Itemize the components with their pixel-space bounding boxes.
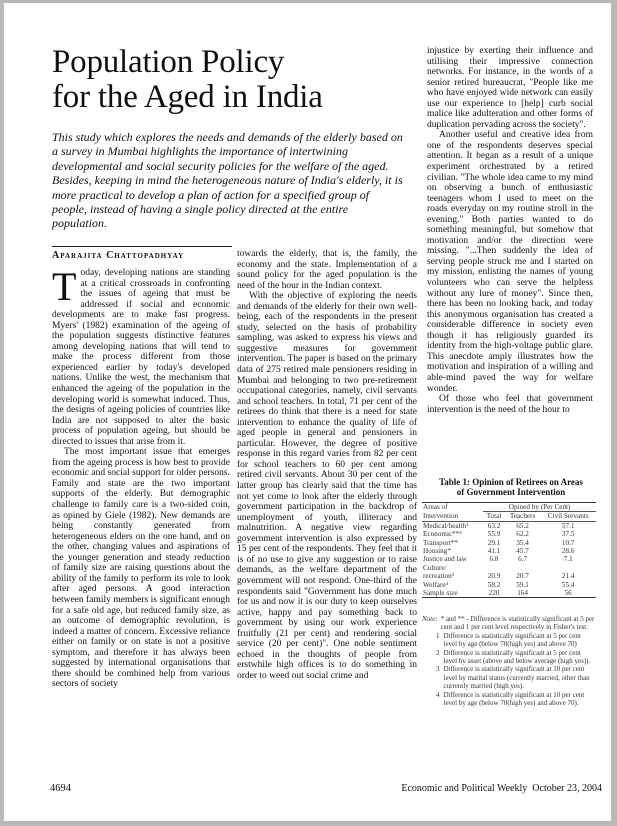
table-cell-civil: 56: [564, 589, 572, 598]
table-cell-teachers: 164: [517, 589, 528, 598]
note-number: 2: [436, 648, 440, 657]
table-cell-total: 41.1: [487, 547, 501, 556]
table-row: [422, 521, 596, 530]
column-1-paragraph-2: The most important issue that emerges from the ageing process is how best to provide economic and social support for older persons. Family and state are the two important supports of the elderly. But demographic challenge to family care is a two-sided coin, as opined by Giele (1982). New demands are being constantly generated from heterogeneous elders on the one hand, and on the other, changing values and aspirations of the younger generation and steady reduction of family size are raising questions about the ability of the family to perform its role to look after aged persons. A good interaction between family members is significant enough for a safe old age, but reduced family size, as an outcome of demographic revolution, is indeed a matter of concern. Excessive reliance either on family or on state is not a positive symptom, and therefore it has always been suggested by international organisations that there should be combined help from various sectors of society: [52, 447, 230, 690]
table-row: [422, 555, 596, 563]
column-1: [52, 264, 230, 690]
table-cell-civil: 37.5: [561, 530, 575, 539]
table-cell-area: recreation³: [423, 572, 454, 581]
journal-footer: [372, 783, 602, 794]
table-cell-total: 58.2: [487, 580, 501, 589]
table-cell-civil: 28.6: [561, 547, 575, 556]
note-item: [422, 691, 596, 708]
note-text: Difference is statistically significant at 10 per cent level by age (below 70(high yes) and above 70).: [443, 690, 585, 708]
note-label: Note:: [422, 615, 438, 623]
column-2-paragraph-2: With the objective of exploring the needs and demands of the elderly for their own well-being, each of the respondents in the present study, selected on the basis of probability sampling, was asked to express his views and suggestive measures for government intervention. The paper is based on the primary data of 275 retired male pensioners residing in Mumbai and belonging to two pre-retirement occupational categories, namely, civil servants and school teachers. In total, 71 per cent of the retirees do think that there is a need for state intervention to enhance the quality of life of aged people in general and pensioners in particular. However, the degree of positive response in this regard varies from 82 per cent for school teachers to 60 per cent among retired civil servants. About 30 per cent of the latter group has clearly said that the time has not yet come to look after the elderly through government participation in the backdrop of unemployment of youth, illiteracy and malnutrition. A negative view regarding government intervention is also expressed by 15 per cent of the respondents. They feel that it is of no use to give any suggestion or to raise demands, as the welfare department of the government will not respond. One-third of the respondents said "Government has done much for us and now it is our duty to keep ourselves active, happy and pay something back to government by using our work experience fruitfully (21 per cent) and rendering social service (20 per cent)". One noble sentiment echoed in the thoughts of people from erstwhile high offices is to do something in order to weed out social crime and: [237, 291, 417, 681]
table-notes: [422, 615, 596, 707]
note-number: 1: [436, 631, 440, 640]
column-2: [237, 249, 417, 681]
table-cell-total: 20.9: [487, 572, 501, 581]
table-header-area-2: Intervention: [423, 511, 459, 520]
table-cell-area: Welfare⁴: [423, 580, 449, 589]
note-number: 3: [436, 665, 440, 674]
table-cell-total: 220: [488, 589, 500, 598]
table-header-total: Total: [486, 512, 502, 521]
table-cell-teachers: 6.7: [518, 555, 528, 564]
table-cell-civil: 55.4: [561, 580, 575, 589]
table-cell-teachers: 59.1: [516, 580, 529, 589]
page-number: 4694: [50, 783, 71, 794]
issue-date: October 23, 2004: [532, 783, 602, 794]
table-body: [422, 521, 596, 598]
column-3-paragraph-2: Another useful and creative idea from one of the respondents deserves special attention. It began as a result of a unique experiment orchestrated by a retired civilian. "The whole idea came to my mind on observing a bunch of enthusiastic teenagers whom I used to meet on the roads everyday on my routine stroll in the evening." Both parties wanted to do something meaningful, but somehow that motivation and/or the direction were missing. "...Then suddenly the idea of serving people struck me and I started on my mission, enlisting the names of young volunteers who can serve the helpless without any lure of money". Since then, there has been no looking back, and today this anonymous organisation has created a considerable difference in society even though it has religiously guarded its identity from the high-voltage public glare. This anecdote amply illustrates how the motivation and inspiration of a willing and able-mind paved the way for welfare wonder.: [427, 130, 593, 394]
table-cell-civil: 10.7: [561, 538, 575, 547]
note-text: Difference is statistically significant at 5 per cent level by asset (above and below average (high yes)).: [443, 648, 591, 666]
column-3: [427, 46, 593, 415]
table-cell-total: 6.8: [489, 555, 499, 564]
column-1-paragraph-1: [52, 264, 230, 447]
note-text: Difference is statistically significant at 5 per cent level by age (below 70(high yes) and above 70): [443, 631, 581, 649]
table-cell-civil: 21.4: [561, 572, 575, 581]
table-cell-area: Economic**²: [423, 530, 462, 539]
table-row: [422, 572, 596, 580]
note-main: * and ** - Difference is statistically significant at 5 per cent and 1 per cent level respectively in Fisher's test.: [440, 615, 595, 632]
table-row: [422, 547, 596, 555]
table-cell-area: Transport**: [423, 538, 458, 547]
journal-page: [4, 3, 611, 821]
note-main-row: [422, 615, 596, 632]
opinion-table: [422, 502, 596, 598]
table-title-line-1: Table 1: Opinion of Retirees on Areas: [439, 477, 583, 487]
table-header-area: Areas of: [423, 503, 448, 511]
article-title: [52, 45, 412, 115]
article-abstract: This study which explores the needs and demands of the elderly based on a survey in Mumbai highlights the importance of intertwining developmental and social security policies for the welfare of the aged. Besides, keeping in mind the heterogeneous nature of India's elderly, it is more practical to develop a plan of action for a specified group of people, instead of having a single policy directed at the entire population.: [52, 130, 403, 231]
table-header-teachers: Teachers: [509, 512, 536, 521]
note-item: [422, 632, 596, 649]
title-line-2: for the Aged in India: [52, 79, 323, 115]
table-cell-total: 63.2: [487, 521, 501, 530]
table-cell-civil: 7.1: [563, 555, 573, 564]
table-cell-area: Medical/health¹: [423, 521, 469, 530]
table-cell-teachers: 62.2: [516, 530, 529, 539]
note-item: [422, 665, 596, 690]
title-line-1: Population Policy: [52, 44, 285, 80]
table-row: [422, 589, 596, 598]
paragraph-text: oday, developing nations are standing at a critical crossroads in confronting the issues of ageing that must be addressed if social and economic developments are to make fast progress. Myers' (1982) examination of the ageing of the population suggests distinctive features among developing nations that will tend to make the process different from those experienced earlier by today's developed nations. Unlike the west, the mechanism that enhanced the ageing of the population in the developing world is somewhat induced. Thus, the designs of ageing policies of countries like India are not supposed to alter the basic process of population ageing, but should be directed to issues that arise from it.: [52, 268, 230, 447]
drop-cap: T: [52, 264, 77, 309]
table-header-group: Opined by (Per Cent): [483, 503, 596, 512]
table-cell-area: Culture/: [423, 563, 447, 572]
table-row: [422, 539, 596, 547]
note-number: 4: [436, 690, 440, 699]
journal-name: Economic and Political Weekly: [401, 783, 528, 794]
table-cell-teachers: 35.4: [516, 538, 529, 547]
table-cell-civil: [540, 564, 596, 572]
author-byline: Aparajita Chattopadhyay: [52, 246, 232, 261]
column-3-paragraph-3: Of those who feel that government intervention is the need of the hour to: [427, 394, 593, 415]
table-cell-area: Sample size: [423, 589, 458, 598]
notes-list: [422, 632, 596, 708]
table-row: [422, 581, 596, 589]
table-cell-area: Housing*: [423, 547, 451, 556]
table-cell-total: 29.1: [487, 538, 501, 547]
note-text: Difference is statistically significant at 10 per cent level by marital status (currently married, other than currently married (high yes).: [443, 665, 590, 691]
table-cell-civil: 57.1: [561, 521, 575, 530]
table-cell-teachers: [505, 564, 541, 572]
table-cell-total: 55.9: [487, 530, 501, 539]
column-2-paragraph-1: towards the elderly, that is, the family, the economy and the state. Implementation of a sound policy for the aged population is the need of the hour in the Indian context.: [237, 249, 417, 291]
table-cell-total: [483, 564, 505, 572]
table-cell-area: Justice and law: [423, 555, 467, 564]
table-row: [422, 564, 596, 572]
table-title-line-2: of Government Intervention: [456, 487, 566, 497]
table-title: [425, 477, 597, 497]
note-item: [422, 649, 596, 666]
table-cell-teachers: 45.7: [516, 547, 529, 556]
table-row: [422, 530, 596, 538]
column-3-paragraph-1: injustice by exerting their influence and utilising their impressive connection networks. For instance, in the words of a senior retired bureaucrat, "People like me who have enjoyed wide network can easily use our experience to [help] curb social malice like adulteration and other forms of duplication pervading across the society".: [427, 46, 593, 130]
table-cell-teachers: 20.7: [516, 572, 529, 581]
table-cell-teachers: 65.2: [516, 521, 529, 530]
table-header-civil: Civil Servants: [547, 512, 589, 521]
